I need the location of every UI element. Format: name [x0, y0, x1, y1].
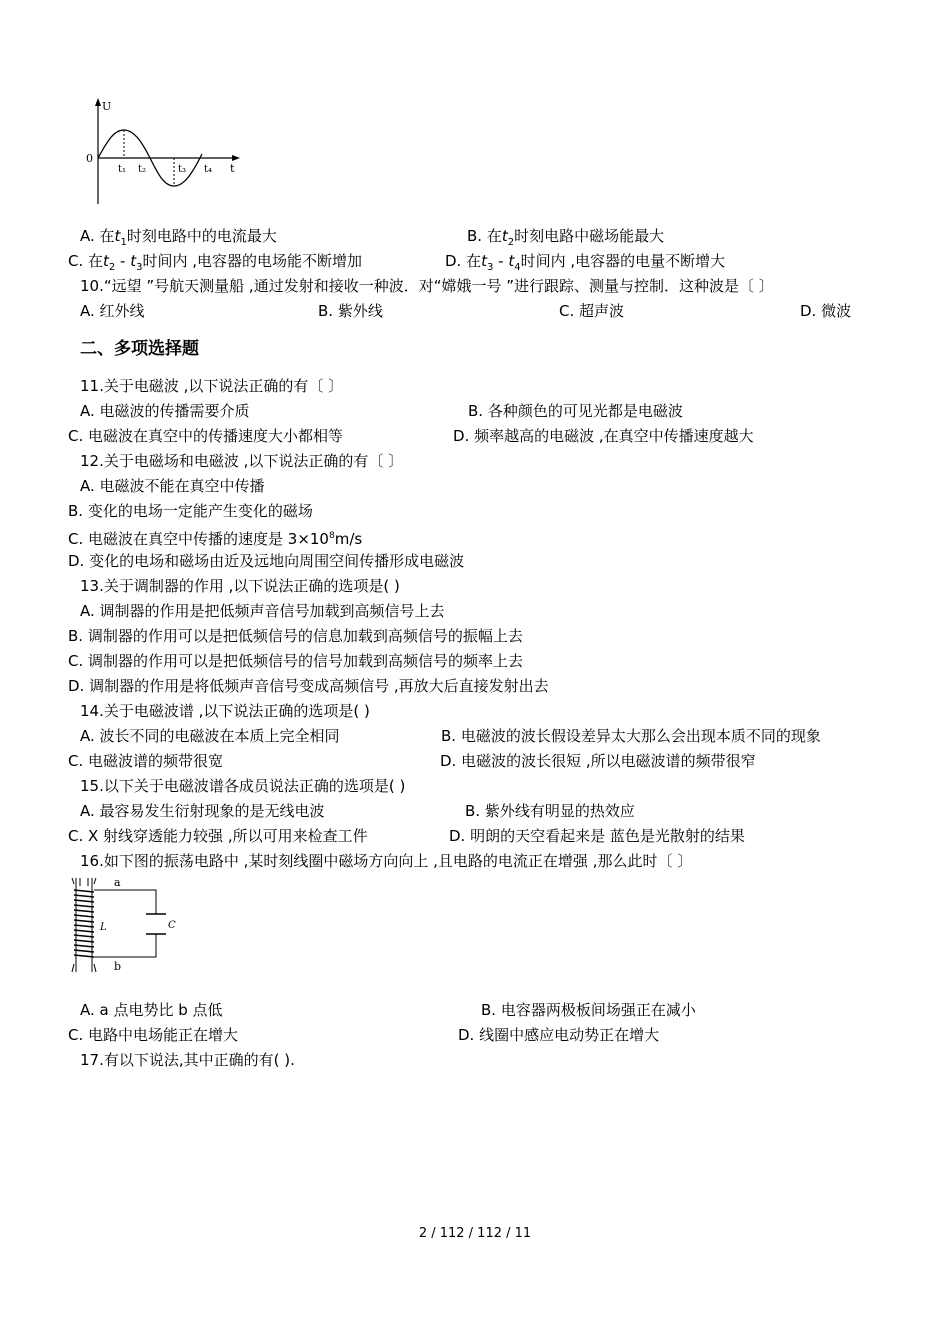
- q15-stem: 15.以下关于电磁波谱各成员说法正确的选项是( ): [80, 777, 406, 795]
- q10-stem: 10.“远望 ”号航天测量船 ,通过发射和接收一种波．对“嫦娥一号 ”进行跟踪、测量与控制．这种波是〔 〕: [80, 277, 774, 295]
- section-heading-multiple-choice: 二、多项选择题: [80, 339, 199, 359]
- q15-option-d: D. 明朗的天空看起来是 蓝色是光散射的结果: [449, 827, 745, 845]
- coil-bottom-2: [94, 964, 96, 972]
- origin-label: 0: [86, 152, 93, 165]
- q12-option-b: B. 变化的电场一定能产生变化的磁场: [68, 502, 313, 520]
- q12-option-c: C. 电磁波在真空中传播的速度是 $3\times 10^8m/s$: [68, 530, 363, 548]
- q11-option-d: D. 频率越高的电磁波 ,在真空中传播速度越大: [453, 427, 754, 445]
- t3-label: t₃: [178, 164, 187, 175]
- q16-option-b: B. 电容器两极板间场强正在减小: [481, 1001, 696, 1019]
- q14-option-a: A. 波长不同的电磁波在本质上完全相同: [80, 727, 340, 745]
- y-axis-label: U: [102, 100, 112, 113]
- q13-stem: 13.关于调制器的作用 ,以下说法正确的选项是( ): [80, 577, 400, 595]
- q11-stem: 11.关于电磁波 ,以下说法正确的有〔 〕: [80, 377, 344, 395]
- label-b: b: [114, 960, 122, 973]
- q9-option-a: A. 在$t_1$时刻电路中的电流最大: [80, 227, 277, 248]
- t2-label: t₂: [138, 164, 147, 175]
- q14-option-b: B. 电磁波的波长假设差异太大那么会出现本质不同的现象: [441, 727, 821, 745]
- coil-bottom-1: [72, 964, 74, 972]
- wire-top: [94, 890, 156, 914]
- q13-option-b: B. 调制器的作用可以是把低频信号的信息加载到高频信号的振幅上去: [68, 627, 523, 645]
- x-axis-label: t: [230, 162, 235, 175]
- q13-option-c: C. 调制器的作用可以是把低频信号的信号加载到高频信号的频率上去: [68, 652, 524, 670]
- q10-option-d: D. 微波: [800, 302, 852, 320]
- coil-windings: [74, 890, 94, 957]
- label-L: L: [100, 922, 107, 933]
- wire-bottom: [94, 934, 156, 957]
- q15-option-c: C. X 射线穿透能力较强 ,所以可用来检查工件: [68, 827, 368, 845]
- x-axis-arrow: [232, 155, 240, 161]
- q11-option-a: A. 电磁波的传播需要介质: [80, 402, 250, 420]
- page-footer: 2 / 112 / 112 / 11: [418, 1226, 532, 1241]
- q9-option-b: B. 在$t_2$时刻电路中磁场能最大: [467, 227, 665, 248]
- q15-option-a: A. 最容易发生衍射现象的是无线电波: [80, 802, 325, 820]
- q13-option-d: D. 调制器的作用是将低频声音信号变成高频信号 ,再放大后直接发射出去: [68, 677, 549, 695]
- q14-option-c: C. 电磁波谱的频带很宽: [68, 752, 224, 770]
- q16-option-c: C. 电路中电场能正在增大: [68, 1026, 239, 1044]
- q11-option-c: C. 电磁波在真空中的传播速度大小都相等: [68, 427, 344, 445]
- voltage-time-graph: [84, 96, 244, 208]
- q9-option-c: C. 在$t_2 - t_3$时间内 ,电容器的电场能不断增加: [68, 252, 363, 273]
- q16-stem: 16.如下图的振荡电路中 ,某时刻线圈中磁场方向向上 ,且电路的电流正在增强 ,那么此时〔 〕: [80, 852, 693, 870]
- q12-option-a: A. 电磁波不能在真空中传播: [80, 477, 265, 495]
- q10-option-c: C. 超声波: [559, 302, 625, 320]
- t1-label: t₁: [118, 164, 127, 175]
- y-axis-arrow: [95, 98, 101, 106]
- q9-option-d: D. 在$t_3 - t_4$时间内 ,电容器的电量不断增大: [445, 252, 726, 273]
- q16-option-a: A. a 点电势比 b 点低: [80, 1001, 223, 1019]
- q14-stem: 14.关于电磁波谱 ,以下说法正确的选项是( ): [80, 702, 370, 720]
- label-C: C: [168, 920, 176, 931]
- q10-option-a: A. 红外线: [80, 302, 145, 320]
- q12-option-d: D. 变化的电场和磁场由近及远地向周围空间传播形成电磁波: [68, 552, 465, 570]
- t4-label: t₄: [204, 164, 213, 175]
- coil-arrow-1: [72, 878, 74, 884]
- q16-option-d: D. 线圈中感应电动势正在增大: [458, 1026, 660, 1044]
- q14-option-d: D. 电磁波的波长很短 ,所以电磁波谱的频带很窄: [440, 752, 756, 770]
- coil-arrow-4: [94, 878, 96, 884]
- label-a: a: [114, 876, 121, 889]
- q17-stem: 17.有以下说法,其中正确的有( ).: [80, 1051, 295, 1069]
- lc-circuit-diagram: [66, 874, 186, 976]
- q10-option-b: B. 紫外线: [318, 302, 383, 320]
- q12-stem: 12.关于电磁场和电磁波 ,以下说法正确的有〔 〕: [80, 452, 404, 470]
- q15-option-b: B. 紫外线有明显的热效应: [465, 802, 635, 820]
- q13-option-a: A. 调制器的作用是把低频声音信号加载到高频信号上去: [80, 602, 445, 620]
- q11-option-b: B. 各种颜色的可见光都是电磁波: [468, 402, 683, 420]
